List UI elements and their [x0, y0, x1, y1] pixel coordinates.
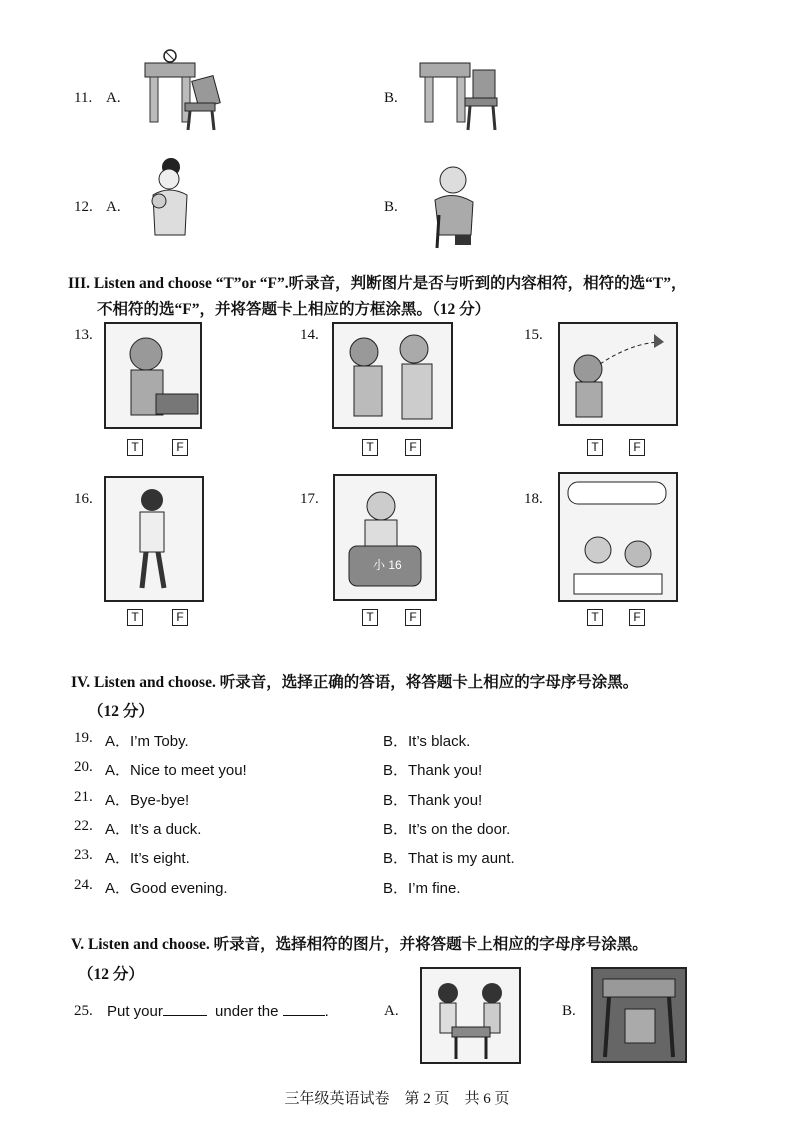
q16-picture: [104, 476, 204, 602]
q13-false-box[interactable]: F: [172, 439, 188, 456]
q25-number: 25.: [74, 1003, 93, 1019]
q16-number: 16.: [74, 491, 93, 507]
q11-option-a-image: [140, 48, 230, 133]
q25-end: .: [324, 1003, 329, 1020]
part3-heading-line1: III. Listen and choose “T”or “F”.听录音，判断图片是否与听到的内容相符，相符的选“T”，: [68, 275, 687, 292]
q24-option-b[interactable]: B．I’m fine.: [383, 880, 461, 897]
q17-true-box[interactable]: T: [362, 609, 378, 626]
page-footer: 三年级英语试卷 第 2 页 共 6 页: [284, 1091, 510, 1107]
q12-option-b-image: [425, 160, 485, 250]
q17-picture: [333, 474, 437, 601]
q25-sentence: [107, 1003, 329, 1020]
q14-true-box[interactable]: T: [362, 439, 378, 456]
q25-option-a-picture[interactable]: [420, 967, 521, 1064]
q24-option-a[interactable]: A．Good evening.: [105, 880, 228, 897]
q22-option-b[interactable]: B．It’s on the door.: [383, 821, 511, 838]
q23-option-b[interactable]: B．That is my aunt.: [383, 850, 515, 867]
q25-option-a-label: A.: [384, 1003, 399, 1019]
q14-number: 14.: [300, 327, 319, 343]
part4-heading: IV. Listen and choose. 听录音，选择正确的答语，将答题卡上相应的字母序号涂黑。: [71, 674, 639, 691]
q17-false-box[interactable]: F: [405, 609, 421, 626]
q16-false-box[interactable]: F: [172, 609, 188, 626]
q18-false-box[interactable]: F: [629, 609, 645, 626]
part5-points: （12 分）: [78, 966, 144, 983]
q12-number: 12.: [74, 199, 93, 215]
q11-number: 11.: [74, 90, 93, 106]
watermark-text: 小 16: [373, 558, 402, 572]
q13-picture: [104, 322, 202, 429]
q11-option-b-label: B.: [384, 90, 398, 106]
q13-true-box[interactable]: T: [127, 439, 143, 456]
q17-number: 17.: [300, 491, 319, 507]
q20-option-a[interactable]: A．Nice to meet you!: [105, 762, 247, 779]
q20-number: 20.: [74, 759, 93, 775]
q14-false-box[interactable]: F: [405, 439, 421, 456]
q21-number: 21.: [74, 789, 93, 805]
q12-option-b-label: B.: [384, 199, 398, 215]
q19-option-b[interactable]: B．It’s black.: [383, 733, 471, 750]
q19-number: 19.: [74, 730, 93, 746]
q18-number: 18.: [524, 491, 543, 507]
q21-option-a[interactable]: A．Bye-bye!: [105, 792, 190, 809]
q15-picture: [558, 322, 678, 426]
q22-option-a[interactable]: A．It’s a duck.: [105, 821, 202, 838]
q11-option-b-image: [415, 48, 505, 133]
q25-blank-2[interactable]: [283, 1015, 325, 1016]
q23-option-a[interactable]: A．It’s eight.: [105, 850, 190, 867]
q15-false-box[interactable]: F: [629, 439, 645, 456]
q20-option-b[interactable]: B．Thank you!: [383, 762, 483, 779]
q13-number: 13.: [74, 327, 93, 343]
q16-true-box[interactable]: T: [127, 609, 143, 626]
part4-points: （12 分）: [88, 703, 154, 720]
q11-option-a-label: A.: [106, 90, 121, 106]
q25-text-part1: Put your: [107, 1003, 163, 1020]
q25-text-part2: under the: [215, 1003, 279, 1020]
q22-number: 22.: [74, 818, 93, 834]
part3-heading-line2: 不相符的选“F”，并将答题卡上相应的方框涂黑。（12 分）: [97, 301, 491, 318]
q25-option-b-label: B.: [562, 1003, 576, 1019]
q12-option-a-image: [145, 155, 195, 240]
q25-blank-1[interactable]: [163, 1015, 207, 1016]
q23-number: 23.: [74, 847, 93, 863]
q14-picture: [332, 322, 453, 429]
q18-true-box[interactable]: T: [587, 609, 603, 626]
part5-heading: V. Listen and choose. 听录音，选择相符的图片，并将答题卡上相应的字母序号涂黑。: [71, 936, 648, 953]
q21-option-b[interactable]: B．Thank you!: [383, 792, 483, 809]
q25-option-b-picture[interactable]: [591, 967, 687, 1063]
q12-option-a-label: A.: [106, 199, 121, 215]
q15-true-box[interactable]: T: [587, 439, 603, 456]
q24-number: 24.: [74, 877, 93, 893]
q19-option-a[interactable]: A．I’m Toby.: [105, 733, 189, 750]
q18-picture: [558, 472, 678, 602]
q15-number: 15.: [524, 327, 543, 343]
